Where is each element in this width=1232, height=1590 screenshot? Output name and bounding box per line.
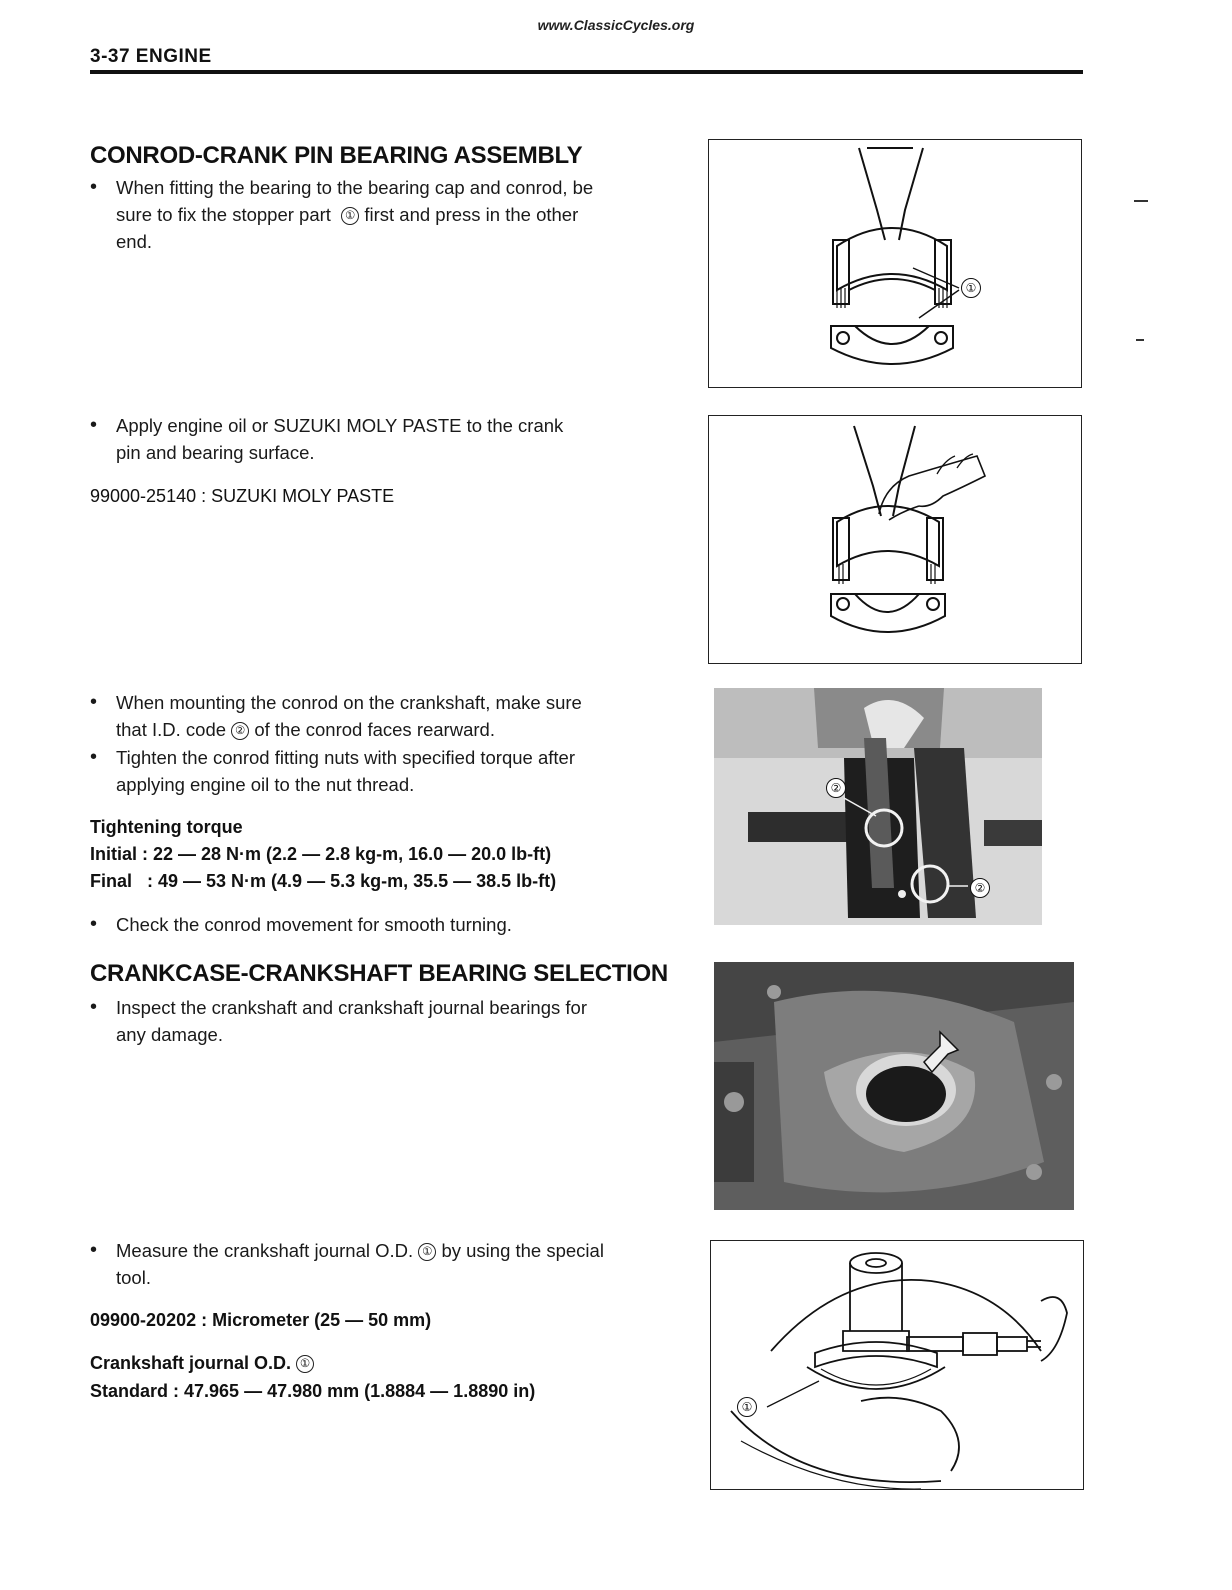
scan-edge-mark xyxy=(1134,200,1148,202)
callout-stopper: ① xyxy=(961,278,981,298)
ref-number: ① xyxy=(296,1355,314,1373)
journal-heading xyxy=(90,1353,314,1374)
step-text: by using the special xyxy=(436,1240,604,1261)
step-line xyxy=(116,716,680,743)
torque-initial: Initial : 22 — 28 N·m (2.2 — 2.8 kg-m, 16.0 — 20.0 lb-ft) xyxy=(90,844,552,864)
figure-conrod-bearing-stopper xyxy=(708,139,1082,388)
step-inspect-bearings xyxy=(90,994,680,1048)
step-apply-oil xyxy=(90,412,680,466)
step-line: • When fitting the bearing to the bearing cap and conrod, be xyxy=(116,177,594,198)
step-text: of the conrod faces rearward. xyxy=(249,719,495,740)
figure-crankcase-bearing-photo xyxy=(714,962,1074,1210)
micrometer-drawing xyxy=(711,1241,1083,1489)
callout-id-code-a: ② xyxy=(826,778,846,798)
torque-final: Final : 49 — 53 N·m (4.9 — 5.3 kg-m, 35.5 — 38.5 lb-ft) xyxy=(90,871,557,891)
step-tighten-nuts xyxy=(90,744,680,798)
step-mount-conrod xyxy=(90,689,680,743)
step-line: • Check the conrod movement for smooth turning. xyxy=(116,914,512,935)
step-check-movement xyxy=(90,911,680,938)
section-title-crankcase: CRANKCASE-CRANKSHAFT BEARING SELECTION xyxy=(90,960,668,987)
scan-edge-mark xyxy=(1136,339,1144,341)
step-text: sure to fix the stopper part xyxy=(116,204,331,225)
journal-standard: Standard : 47.965 — 47.980 mm (1.8884 — 1.8890 in) xyxy=(90,1381,536,1401)
step-text: first and press in the other xyxy=(359,204,579,225)
step-line: • When mounting the conrod on the crankshaft, make sure xyxy=(116,692,582,713)
header-rule xyxy=(90,70,1083,74)
page-header: 3-37 ENGINE xyxy=(90,46,212,67)
figure-conrod-on-crankshaft-photo xyxy=(714,688,1042,925)
site-url: www.ClassicCycles.org xyxy=(537,17,695,33)
ref-number: ① xyxy=(418,1243,436,1261)
callout-id-code-b: ② xyxy=(970,878,990,898)
callout-journal-od: ① xyxy=(737,1397,757,1417)
figure-micrometer-measurement xyxy=(710,1240,1084,1490)
conrod-drawing xyxy=(709,140,1081,387)
torque-heading: Tightening torque xyxy=(90,817,243,837)
step-line: end. xyxy=(116,231,153,252)
step-fit-bearing xyxy=(90,174,680,255)
step-line: tool. xyxy=(116,1267,151,1288)
step-line xyxy=(116,1237,680,1264)
ref-number: ② xyxy=(231,722,249,740)
step-line: applying engine oil to the nut thread. xyxy=(116,774,415,795)
section-title-conrod: CONROD-CRANK PIN BEARING ASSEMBLY xyxy=(90,142,583,169)
step-line: • Inspect the crankshaft and crankshaft journal bearings for xyxy=(116,997,587,1018)
step-measure-journal xyxy=(90,1237,680,1291)
step-text: that I.D. code xyxy=(116,719,227,740)
step-text: Measure the crankshaft journal O.D. xyxy=(116,1240,414,1261)
figure-apply-paste xyxy=(708,415,1082,664)
crankshaft-photo xyxy=(714,688,1042,925)
journal-heading-text: Crankshaft journal O.D. xyxy=(90,1353,292,1373)
part-number: 99000-25140 : SUZUKI MOLY PASTE xyxy=(90,486,395,506)
step-line: • Apply engine oil or SUZUKI MOLY PASTE to the crank xyxy=(116,415,564,436)
ref-number: ① xyxy=(341,207,359,225)
step-line xyxy=(116,201,680,228)
step-line: pin and bearing surface. xyxy=(116,442,315,463)
tool-number: 09900-20202 : Micrometer (25 — 50 mm) xyxy=(90,1310,432,1330)
paste-drawing xyxy=(709,416,1081,663)
step-line: • Tighten the conrod fitting nuts with specified torque after xyxy=(116,747,575,768)
step-line: any damage. xyxy=(116,1024,223,1045)
crankcase-photo xyxy=(714,962,1074,1210)
